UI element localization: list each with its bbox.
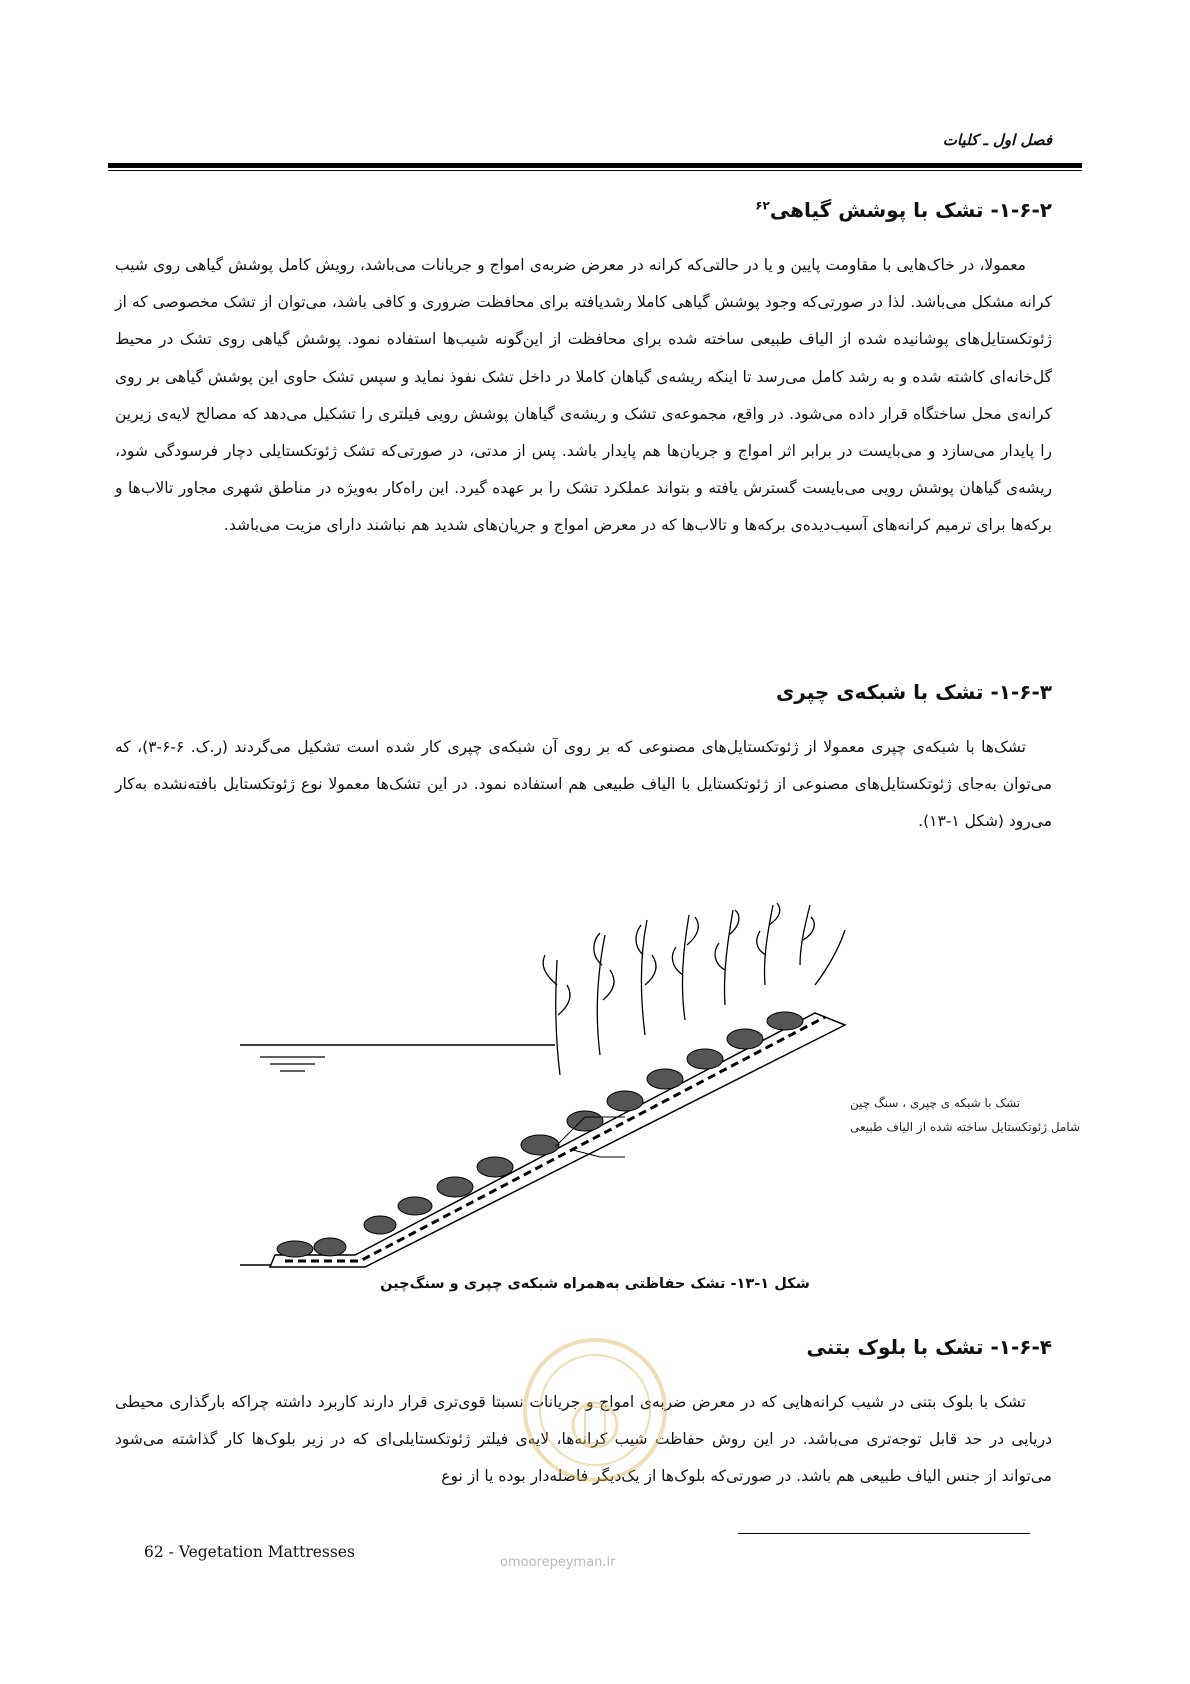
section-heading-wattle: ۱-۶-۳- تشک با شبکه‌ی چپری xyxy=(775,680,1052,704)
figure-label-1: تشک با شبکه ی چپری ، سنگ چین xyxy=(850,1096,1021,1110)
paragraph-concrete: تشک با بلوک بتنی در شیب کرانه‌هایی که در معرض ضربه‌ی امواج و جریانات نسبتا قوی‌تری قرار دارند کاربرد داشته چراکه بارگذاری محیطی دریایی در حد قابل توجه‌تری می‌باشد. در این روش حفاظت شیب کرانه‌ها، لایه‌ی فیلتر ژئوتکستایلی‌ای که در زیر بلوک‌ها کار گذاشته می‌شود می‌تواند از جنس الیاف طبیعی هم باشد. در صورتی‌که بلوک‌ها از یک‌دیگر فاصله‌دار بوده یا از نوع xyxy=(115,1393,1052,1486)
header-rule-thick xyxy=(108,163,1082,168)
paragraph-vegetation: معمولا، در خاک‌هایی با مقاومت پایین و یا در حالتی‌که کرانه در معرض ضربه‌ی امواج و جریانات می‌باشد، رویش کامل پوشش گیاهی روی شیب کرانه مشکل می‌باشد. لذا در صورتی‌که وجود پوشش گیاهی کاملا رشدیافته برای محافظت ضروری و کافی باشد، می‌توان از تشک مخصوصی که از ژئوتکستایل‌های پوشانیده شده از الیاف طبیعی ساخته شده برای محافظت از این‌گونه شیب‌ها استفاده نمود. پوشش گیاهی روی تشک در محیط گل‌خانه‌ای کاشته شده و به رشد کامل می‌رسد تا اینکه ریشه‌ی گیاهان کاملا در داخل تشک نفوذ نماید و سپس تشک حاوی این پوشش گیاهی بر روی کرانه‌ی محل ساختگاه قرار داده می‌شود. در واقع، مجموعه‌ی تشک و ریشه‌ی گیاهان پوشش رویی فیلتری را تشکیل می‌دهد که مصالح لایه‌ی زیرین را پایدار می‌سازد و می‌بایست در برابر اثر امواج و جریان‌ها هم پایدار باشد. پس از مدتی، در صورتی‌که تشک ژئوتکستایلی دچار فرسودگی شود، ریشه‌ی گیاهان پوشش رویی می‌بایست گسترش یافته و بتواند عملکرد تشک را بر عهده گیرد. این راه‌کار به‌ویژه در مناطق شهری مجاور تالاب‌ها و برکه‌ها برای ترمیم کرانه‌های آسیب‌دیده‌ی برکه‌ها و تالاب‌ها که در معرض امواج و جریان‌های شدید هم نباشند دارای مزیت می‌باشد. xyxy=(115,256,1052,535)
footnote-rule xyxy=(738,1533,1030,1534)
watermark-url: omoorepeyman.ir xyxy=(500,1555,616,1570)
figure-slope-mattress xyxy=(255,925,1081,1275)
footnote: 62 - Vegetation Mattresses xyxy=(144,1543,355,1561)
figure-caption: شکل ۱-۱۳- تشک حفاظتی به‌همراه شبکه‌ی چپری و سنگ‌چین xyxy=(380,1276,810,1292)
section-heading-vegetation xyxy=(755,198,1052,222)
footnote-mark: ۶۲ xyxy=(755,198,770,213)
riprap-stones xyxy=(277,1012,803,1257)
figure-label-2: شامل ژئوتکستایل ساخته شده از الیاف طبیعی xyxy=(850,1120,1081,1134)
paragraph-wattle: تشک‌ها با شبکه‌ی چپری معمولا از ژئوتکستایل‌های مصنوعی که بر روی آن شبکه‌ی چپری کار شده است تشکیل می‌گردند (ر.ک. ۶-۶-۳)، که می‌توان به‌جای ژئوتکستایل‌های مصنوعی از ژئوتکستایل با الیاف طبیعی هم استفاده نمود. در این تشک‌ها معمولا نوع ژئوتکستایل بافته‌نشده به‌کار می‌رود (شکل ۱-۱۳). xyxy=(115,738,1052,831)
heading-text: ۱-۶-۲- تشک با پوشش گیاهی xyxy=(769,198,1052,222)
watermark-logo xyxy=(520,1335,670,1485)
header-rule-thin xyxy=(108,170,1082,171)
running-head: فصل اول ـ کلیات xyxy=(942,131,1052,149)
section-heading-concrete: ۱-۶-۴- تشک با بلوک بتنی xyxy=(806,1335,1052,1359)
reed-plants xyxy=(543,903,845,1075)
